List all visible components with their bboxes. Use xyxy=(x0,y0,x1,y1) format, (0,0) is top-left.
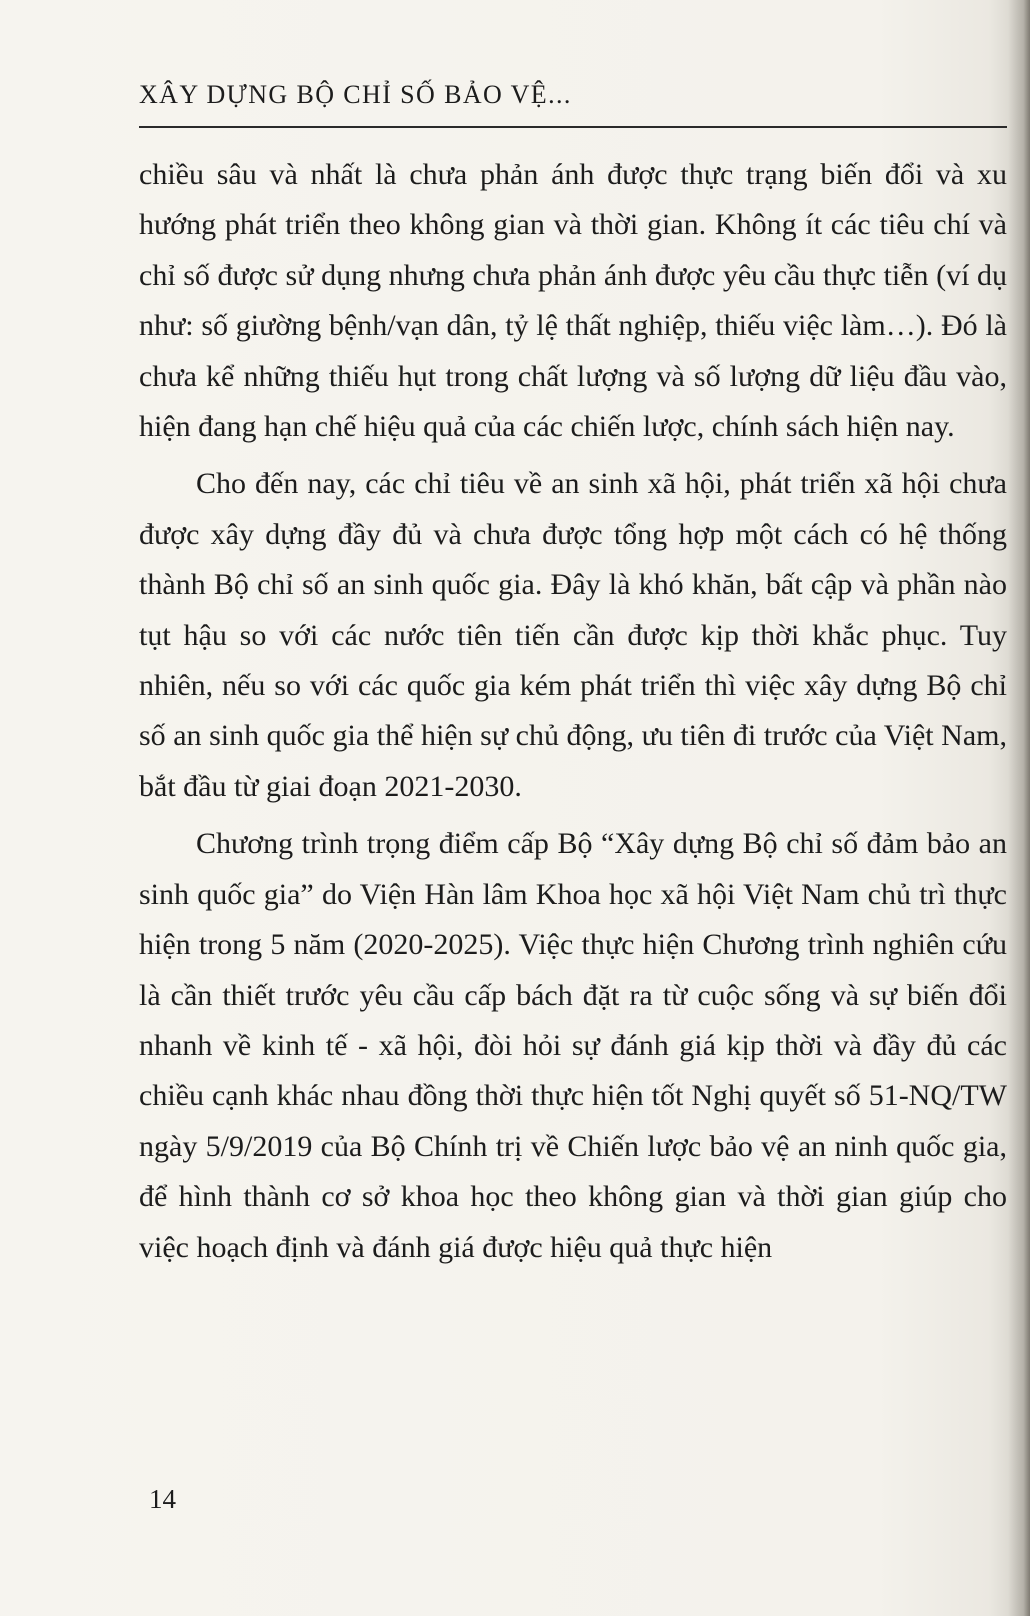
running-head: XÂY DỰNG BỘ CHỈ SỐ BẢO VỆ... xyxy=(139,80,572,109)
page-number: 14 xyxy=(149,1484,176,1514)
header-rule xyxy=(139,126,1007,128)
paragraph: Cho đến nay, các chỉ tiêu về an sinh xã hội, phát triển xã hội chưa được xây dựng đầy đủ và chưa được tổng hợp một cách có hệ thống thành Bộ chỉ số an sinh quốc gia. Đây là khó khăn, bất cập và phần nào tụt hậu so với các nước tiên tiến cần được kịp thời khắc phục. Tuy nhiên, nếu so với các quốc gia kém phát triển thì việc xây dựng Bộ chỉ số an sinh quốc gia thể hiện sự chủ động, ưu tiên đi trước của Việt Nam, bắt đầu từ giai đoạn 2021-2030. xyxy=(139,467,1007,803)
page-edge-shadow xyxy=(1008,0,1030,1616)
body-text xyxy=(139,150,1007,1273)
paragraph-continued: chiều sâu và nhất là chưa phản ánh được thực trạng biến đổi và xu hướng phát triển theo không gian và thời gian. Không ít các tiêu chí và chỉ số được sử dụng nhưng chưa phản ánh được yêu cầu thực tiễn (ví dụ như: số giường bệnh/vạn dân, tỷ lệ thất nghiệp, thiếu việc làm…). Đó là chưa kể những thiếu hụt trong chất lượng và số lượng dữ liệu đầu vào, hiện đang hạn chế hiệu quả của các chiến lược, chính sách hiện nay. xyxy=(139,158,1007,444)
paragraph: Chương trình trọng điểm cấp Bộ “Xây dựng Bộ chỉ số đảm bảo an sinh quốc gia” do Viện Hàn lâm Khoa học xã hội Việt Nam chủ trì thực hiện trong 5 năm (2020-2025). Việc thực hiện Chương trình nghiên cứu là cần thiết trước yêu cầu cấp bách đặt ra từ cuộc sống và sự biến đổi nhanh về kinh tế - xã hội, đòi hỏi sự đánh giá kịp thời và đầy đủ các chiều cạnh khác nhau đồng thời thực hiện tốt Nghị quyết số 51-NQ/TW ngày 5/9/2019 của Bộ Chính trị về Chiến lược bảo vệ an ninh quốc gia, để hình thành cơ sở khoa học theo không gian và thời gian giúp cho việc hoạch định và đánh giá được hiệu quả thực hiện xyxy=(139,827,1007,1264)
